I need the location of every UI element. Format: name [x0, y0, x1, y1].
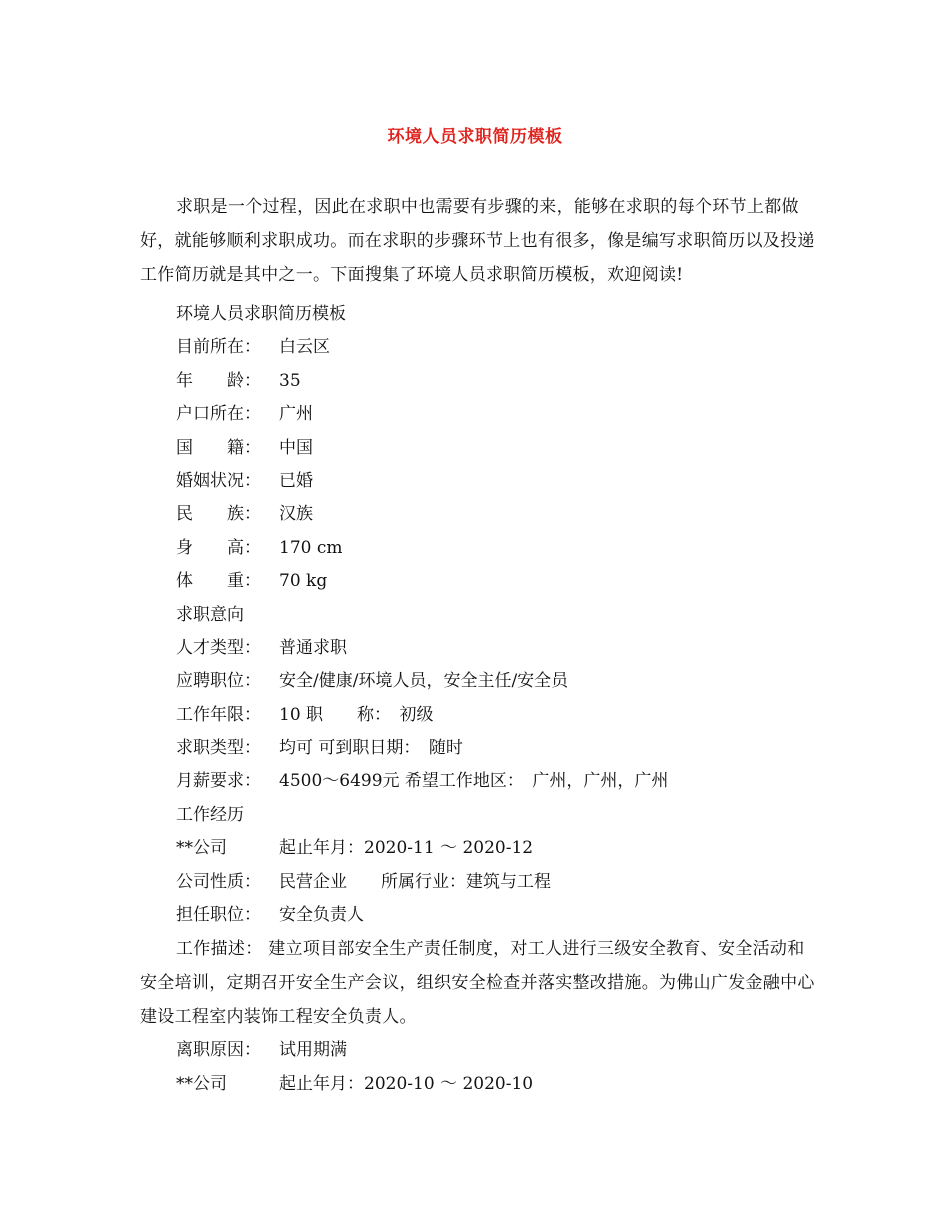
job1-description [140, 932, 816, 1034]
marital-label: 婚姻状况： [176, 470, 261, 491]
job1-nature-row [176, 866, 816, 899]
job1-role-row [176, 899, 816, 932]
height-row [176, 532, 816, 565]
intent-heading: 求职意向 [176, 604, 244, 625]
type-value: 均可 可到职日期： 随时 [279, 738, 463, 759]
marital-value: 已婚 [279, 470, 313, 491]
resume-body [140, 298, 816, 1101]
job1-desc-value: 建立项目部安全生产责任制度，对工人进行三级安全教育、安全活动和安全培训，定期召开安全生产会议，组织安全检查并落实整改措施。为佛山广发金融中心建设工程室内装饰工程安全负责人。 [140, 939, 815, 1028]
age-label: 年 龄： [176, 370, 261, 391]
position-value: 安全/健康/环境人员，安全主任/安全员 [279, 671, 569, 692]
years-label: 工作年限： [176, 704, 261, 725]
nationality-label: 国 籍： [176, 437, 261, 458]
weight-row [176, 565, 816, 598]
nationality-value: 中国 [279, 437, 313, 458]
talent-row [176, 632, 816, 665]
job1-leave-value: 试用期满 [279, 1040, 347, 1061]
job2-company-row [176, 1068, 816, 1101]
height-label: 身 高： [176, 537, 261, 558]
hukou-value: 广州 [279, 404, 313, 425]
talent-label: 人才类型： [176, 637, 261, 658]
salary-value: 4500～6499元 希望工作地区： 广州，广州，广州 [279, 771, 669, 792]
job1-desc-label: 工作描述： [176, 939, 263, 960]
intro-paragraph: 求职是一个过程，因此在求职中也需要有步骤的来，能够在求职的每个环节上都做好，就能够顺利求职成功。而在求职的步骤环节上也有很多，像是编写求职简历以及投递工作简历就是其中之一。下面搜集了环境人员求职简历模板，欢迎阅读! [140, 197, 815, 285]
job1-period-value: 起止年月：2020-11 ～ 2020-12 [279, 838, 534, 859]
job1-leave-row [176, 1034, 816, 1067]
age-value: 35 [279, 370, 301, 391]
nationality-row [176, 432, 816, 465]
job2-period-value: 起止年月：2020-10 ～ 2020-10 [279, 1073, 534, 1094]
job1-leave-label: 离职原因： [176, 1040, 261, 1061]
position-label: 应聘职位： [176, 671, 261, 692]
position-row [176, 665, 816, 698]
location-value: 白云区 [279, 337, 330, 358]
experience-heading: 工作经历 [176, 804, 244, 825]
ethnicity-label: 民 族： [176, 504, 261, 525]
height-value: 170 cm [279, 537, 343, 558]
salary-label: 月薪要求： [176, 771, 261, 792]
job2-company-label: **公司 [176, 1073, 227, 1094]
type-label: 求职类型： [176, 738, 261, 759]
ethnicity-row [176, 498, 816, 531]
job1-nature-value: 民营企业 所属行业：建筑与工程 [279, 871, 551, 892]
talent-value: 普通求职 [279, 637, 347, 658]
weight-value: 70 kg [279, 571, 328, 592]
age-row [176, 365, 816, 398]
marital-row [176, 465, 816, 498]
job1-role-label: 担任职位： [176, 905, 261, 926]
ethnicity-value: 汉族 [279, 504, 313, 525]
years-row [176, 699, 816, 732]
document-title: 环境人员求职简历模板 [387, 127, 563, 147]
hukou-label: 户口所在： [176, 404, 261, 425]
resume-subtitle: 环境人员求职简历模板 [176, 304, 346, 324]
job1-company-row [176, 832, 816, 865]
weight-label: 体 重： [176, 571, 261, 592]
type-row [176, 732, 816, 765]
location-label: 目前所在： [176, 337, 261, 358]
salary-row [176, 765, 816, 798]
hukou-row [176, 398, 816, 431]
location-row [176, 331, 816, 364]
years-value: 10 职 称： 初级 [279, 704, 434, 725]
job1-company-label: **公司 [176, 838, 227, 859]
job1-nature-label: 公司性质： [176, 871, 261, 892]
job1-role-value: 安全负责人 [279, 905, 364, 926]
